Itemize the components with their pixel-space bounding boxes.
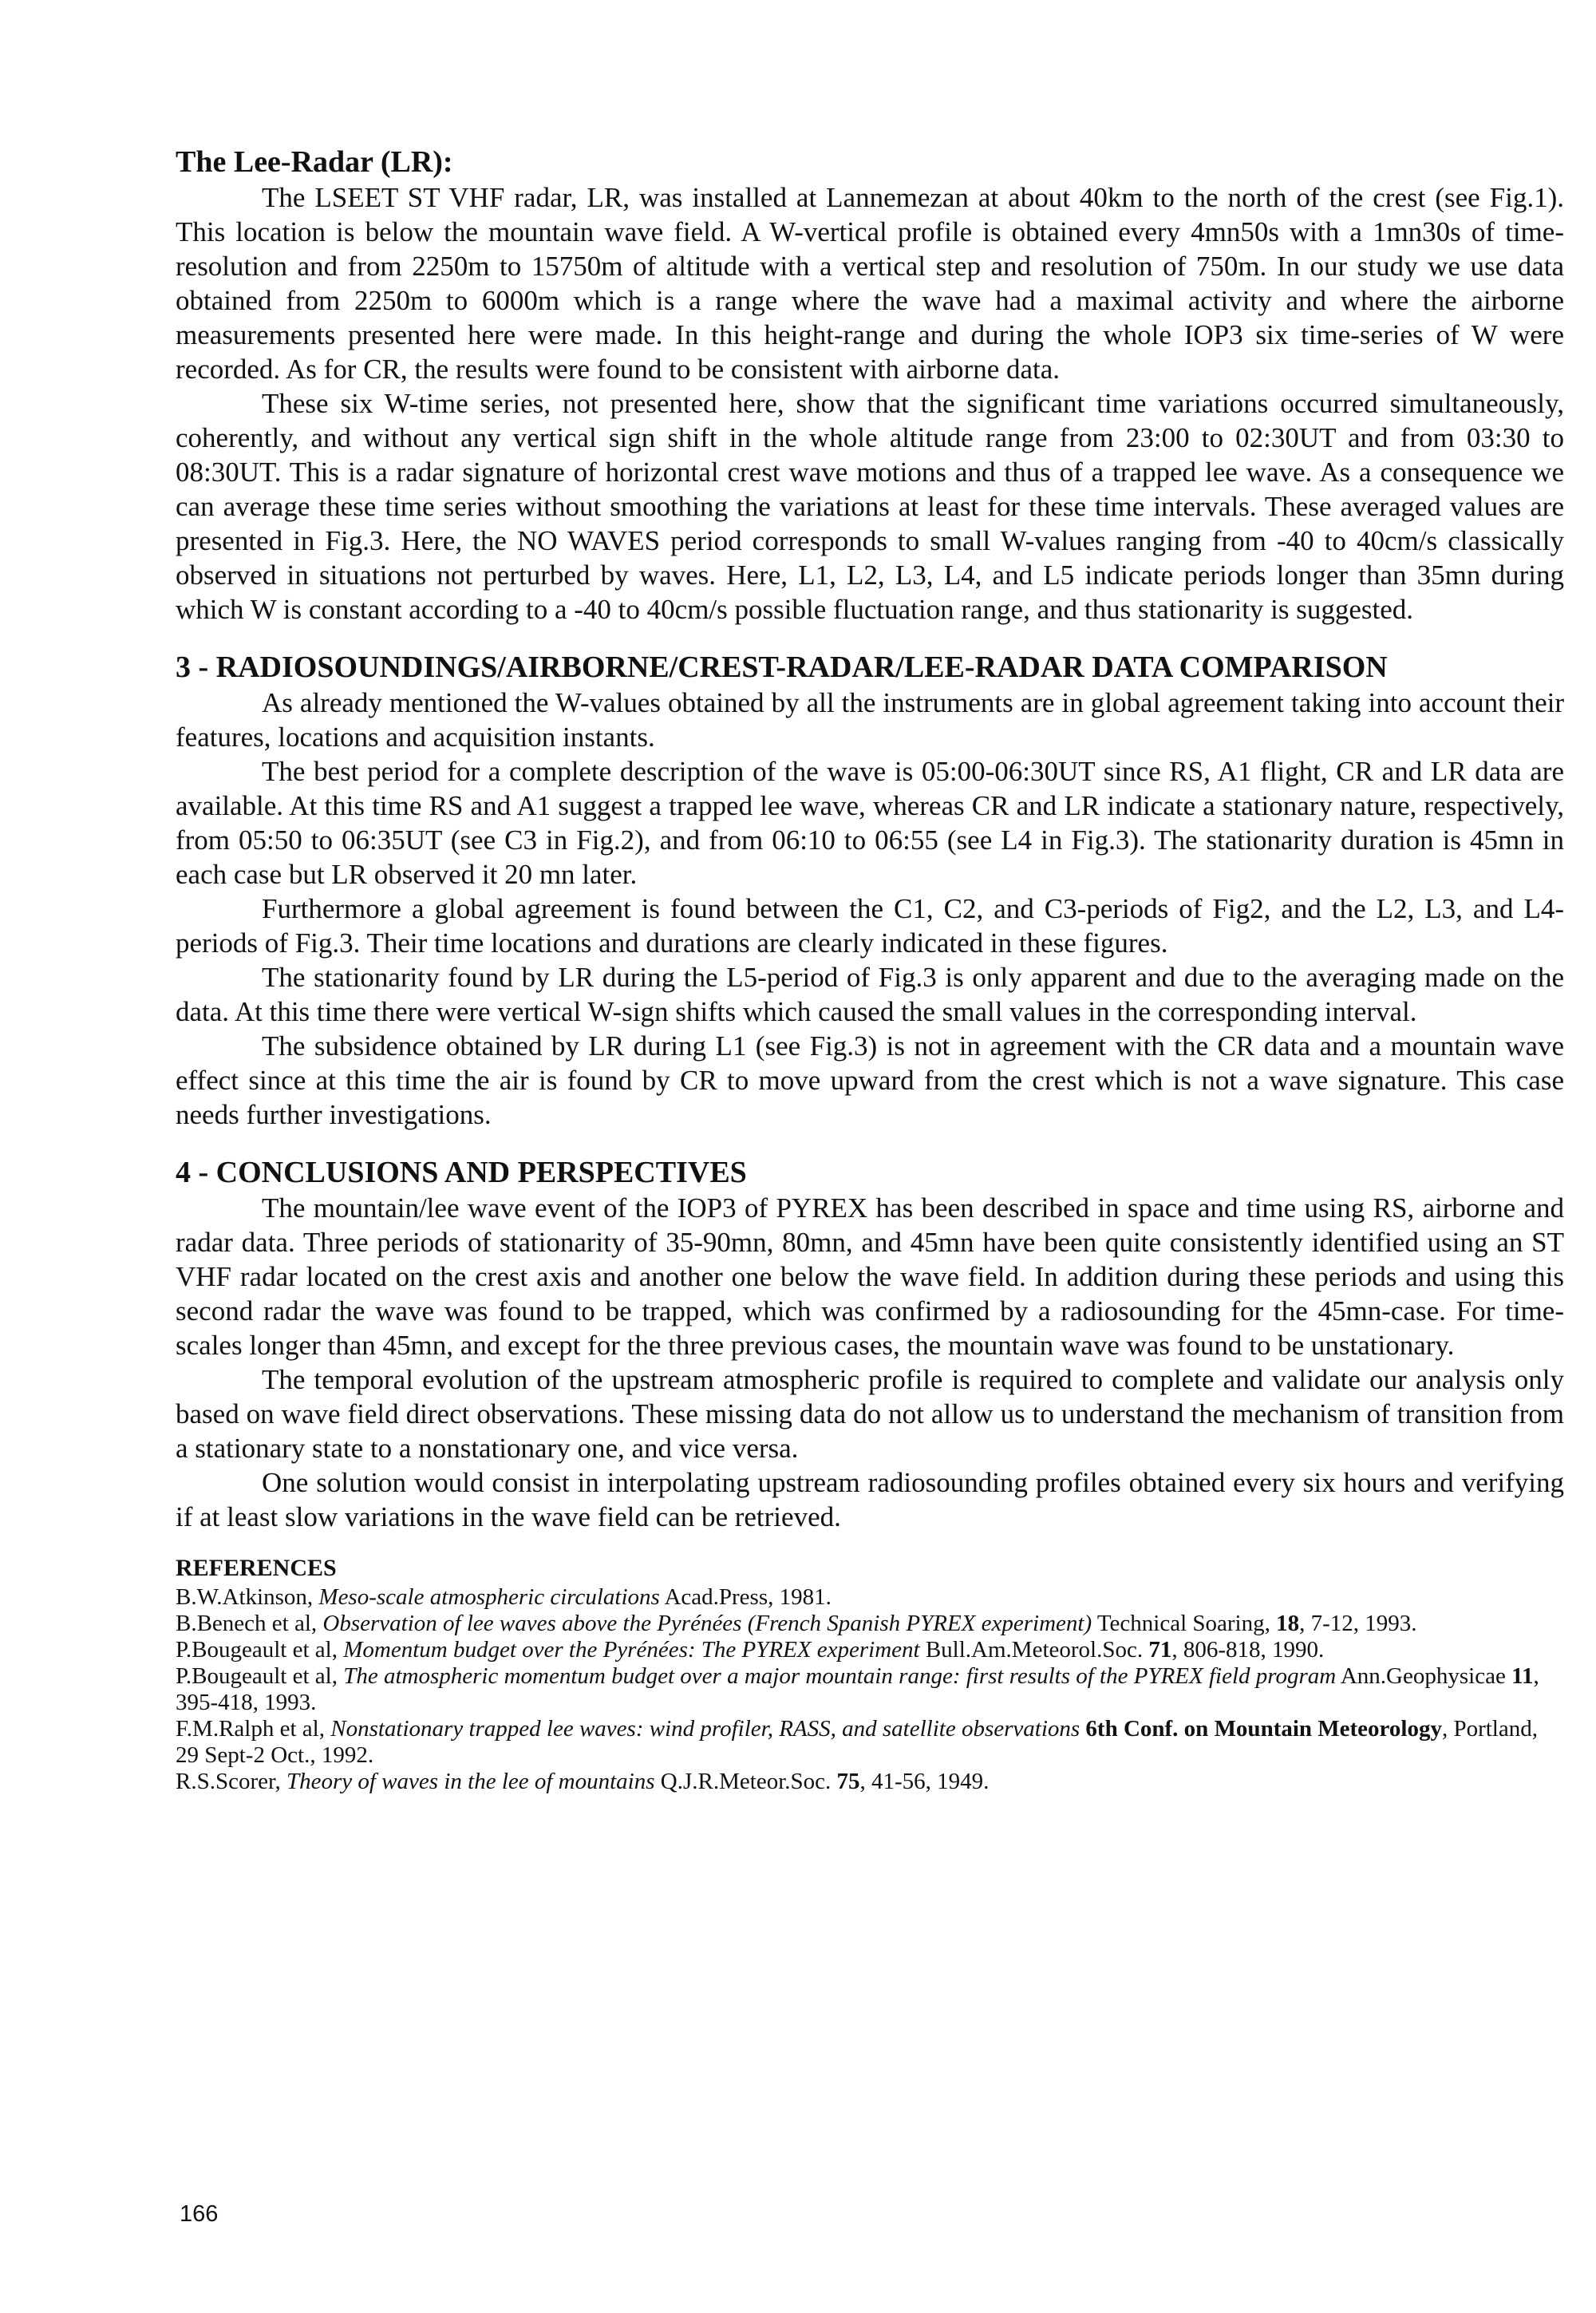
reference-pages: , 7-12, 1993.	[1299, 1611, 1417, 1636]
text-column	[176, 144, 1564, 1795]
lee-radar-heading: The Lee-Radar (LR):	[176, 145, 453, 179]
reference-volume: 75	[836, 1769, 860, 1794]
reference-entry	[176, 1637, 1564, 1663]
reference-entry	[176, 1769, 1564, 1795]
references-section	[176, 1555, 1564, 1795]
reference-volume: 18	[1276, 1611, 1300, 1636]
references-heading: REFERENCES	[176, 1555, 337, 1581]
reference-source: Q.J.R.Meteor.Soc.	[654, 1769, 837, 1794]
reference-author: B.Benech et al,	[176, 1611, 323, 1636]
section-3-paragraph-5: The subsidence obtained by LR during L1 (see Fig.3) is not in agreement with the CR data and a mountain wave effect since at this time the air is found by CR to move upward from the crest which is not a wave signature. This case needs further investigations.	[176, 1030, 1564, 1130]
reference-author: F.M.Ralph et al,	[176, 1716, 331, 1742]
lee-radar-paragraph-1: The LSEET ST VHF radar, LR, was installed at Lannemezan at about 40km to the north of the crest (see Fig.1). This location is below the mountain wave field. A W-vertical profile is obtained every 4mn50s with a 1mn30s of time-resolution and from 2250m to 15750m of altitude with a vertical step and resolution of 750m. In our study we use data obtained from 2250m to 6000m which is a range where the wave had a maximal activity and where the airborne measurements presented here were made. In this height-range and during the whole IOP3 six time-series of W were recorded. As for CR, the results were found to be consistent with airborne data.	[176, 182, 1564, 385]
section-3-paragraph-1: As already mentioned the W-values obtained by all the instruments are in global agreement taking into account their features, locations and acquisition instants.	[176, 687, 1564, 753]
reference-entry	[176, 1611, 1564, 1637]
section-3-paragraph-4: The stationarity found by LR during the L5-period of Fig.3 is only apparent and due to the averaging made on the data. At this time there were vertical W-sign shifts which caused the small values in the corresponding interval.	[176, 962, 1564, 1027]
reference-title: Momentum budget over the Pyrénées: The PYREX experiment	[343, 1637, 920, 1663]
reference-author: P.Bougeault et al,	[176, 1637, 344, 1663]
reference-title: Theory of waves in the lee of mountains	[286, 1769, 655, 1794]
reference-source: Acad.Press, 1981.	[659, 1584, 832, 1610]
reference-volume: 6th Conf. on Mountain Meteorology	[1085, 1716, 1442, 1742]
reference-entry	[176, 1716, 1564, 1769]
reference-author: R.S.Scorer,	[176, 1769, 286, 1794]
reference-source: Technical Soaring,	[1092, 1611, 1277, 1636]
reference-title: Observation of lee waves above the Pyrénées (French Spanish PYREX experiment)	[322, 1611, 1092, 1636]
reference-author: P.Bougeault et al,	[176, 1663, 344, 1689]
reference-pages: , 806-818, 1990.	[1171, 1637, 1325, 1663]
reference-author: B.W.Atkinson,	[176, 1584, 319, 1610]
page-number: 166	[180, 2201, 219, 2227]
section-4-paragraph-3: One solution would consist in interpolating upstream radiosounding profiles obtained every six hours and verifying if at least slow variations in the wave field can be retrieved.	[176, 1467, 1564, 1532]
lee-radar-paragraph-2: These six W-time series, not presented here, show that the significant time variations occurred simultaneously, coherently, and without any vertical sign shift in the whole altitude range from 23:00 to 02:30UT and from 03:30 to 08:30UT. This is a radar signature of horizontal crest wave motions and thus of a trapped lee wave. As a consequence we can average these time series without smoothing the variations at least for these time intervals. These averaged values are presented in Fig.3. Here, the NO WAVES period corresponds to small W-values ranging from -40 to 40cm/s classically observed in situations not perturbed by waves. Here, L1, L2, L3, L4, and L5 indicate periods longer than 35mn during which W is constant according to a -40 to 40cm/s possible fluctuation range, and thus stationarity is suggested.	[176, 388, 1564, 625]
section-3-paragraph-2: The best period for a complete description of the wave is 05:00-06:30UT since RS, A1 flight, CR and LR data are available. At this time RS and A1 suggest a trapped lee wave, whereas CR and LR indicate a stationary nature, respectively, from 05:50 to 06:35UT (see C3 in Fig.2), and from 06:10 to 06:55 (see L4 in Fig.3). The stationarity duration is 45mn in each case but LR observed it 20 mn later.	[176, 756, 1564, 890]
reference-pages: , 395-418, 1993.	[176, 1663, 1539, 1715]
section-4-heading: 4 - CONCLUSIONS AND PERSPECTIVES	[176, 1156, 747, 1189]
reference-source: Ann.Geophysicae	[1336, 1663, 1512, 1689]
section-3-heading: 3 - RADIOSOUNDINGS/AIRBORNE/CREST-RADAR/LEE-RADAR DATA COMPARISON	[176, 650, 1388, 684]
section-4-paragraph-1: The mountain/lee wave event of the IOP3 of PYREX has been described in space and time using RS, airborne and radar data. Three periods of stationarity of 35-90mn, 80mn, and 45mn have been quite consistently identified using an ST VHF radar located on the crest axis and another one below the wave field. In addition during these periods and using this second radar the wave was found to be trapped, which was confirmed by a radiosounding for the 45mn-case. For time-scales longer than 45mn, and except for the three previous cases, the mountain wave was found to be unstationary.	[176, 1192, 1564, 1361]
reference-volume: 71	[1148, 1637, 1172, 1663]
section-4-paragraph-2: The temporal evolution of the upstream atmospheric profile is required to complete and validate our analysis only based on wave field direct observations. These missing data do not allow us to understand the mechanism of transition from a stationary state to a nonstationary one, and vice versa.	[176, 1364, 1564, 1464]
reference-title: Nonstationary trapped lee waves: wind profiler, RASS, and satellite observations	[330, 1716, 1080, 1742]
reference-volume: 11	[1511, 1663, 1534, 1689]
reference-entry	[176, 1663, 1564, 1716]
reference-pages: , 41-56, 1949.	[859, 1769, 990, 1794]
reference-entry	[176, 1584, 1564, 1611]
reference-source: Bull.Am.Meteorol.Soc.	[919, 1637, 1149, 1663]
reference-pages: , Portland, 29 Sept-2 Oct., 1992.	[176, 1716, 1538, 1768]
reference-title: The atmospheric momentum budget over a major mountain range: first results of the PYREX field program	[343, 1663, 1337, 1689]
section-3-paragraph-3: Furthermore a global agreement is found between the C1, C2, and C3-periods of Fig2, and the L2, L3, and L4-periods of Fig.3. Their time locations and durations are clearly indicated in these figures.	[176, 893, 1564, 959]
reference-title: Meso-scale atmospheric circulations	[318, 1584, 660, 1610]
